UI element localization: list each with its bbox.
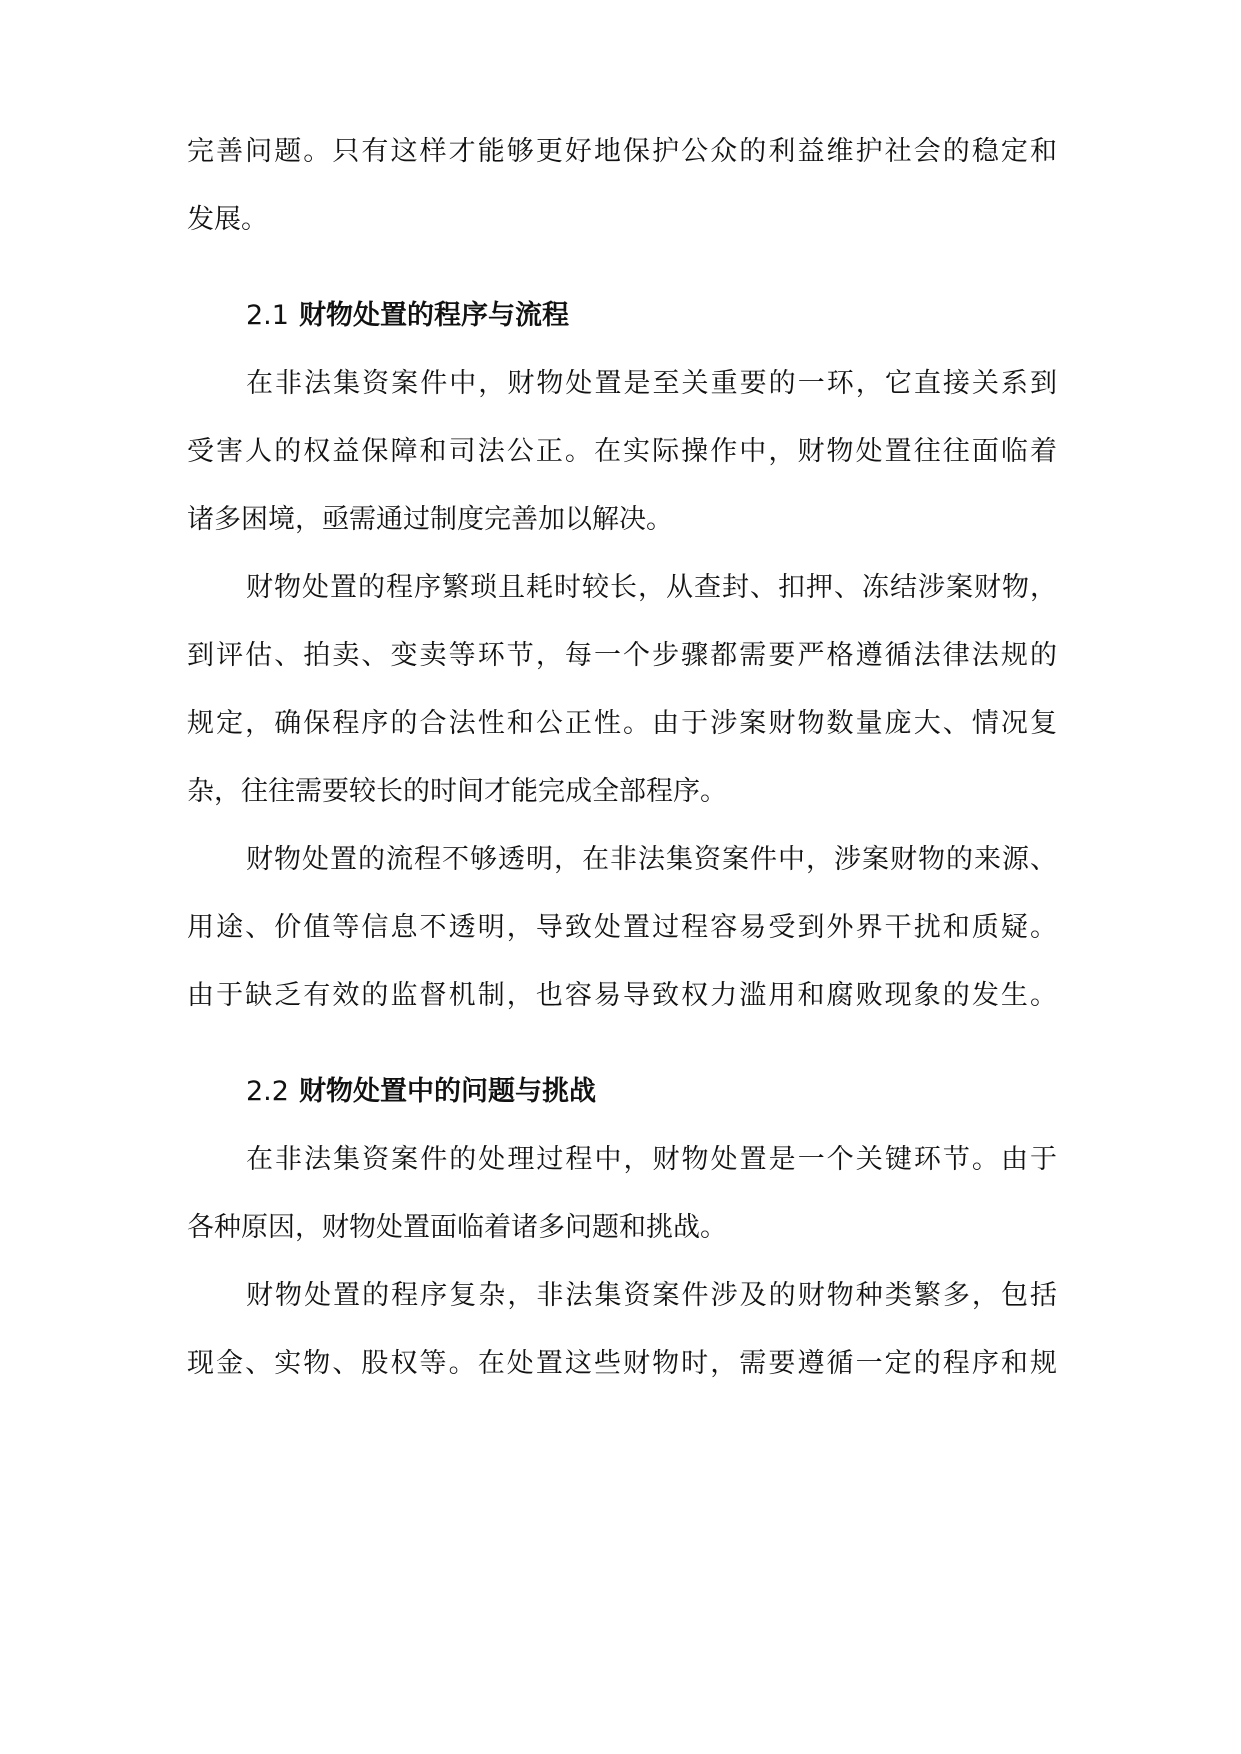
section-title: 财物处置中的问题与挑战	[298, 1076, 596, 1107]
paragraph-line: 在非法集资案件的处理过程中，财物处置是一个关键环节。由于	[246, 1144, 1057, 1175]
section-title: 财物处置的程序与流程	[298, 300, 569, 331]
paragraph-line: 到评估、拍卖、变卖等环节，每一个步骤都需要严格遵循法律法规的	[187, 640, 1057, 671]
paragraph-line: 规定，确保程序的合法性和公正性。由于涉案财物数量庞大、情况复	[187, 708, 1057, 739]
section-number: 2.2	[246, 1076, 289, 1107]
section-heading-2-1	[246, 292, 1057, 340]
paragraph-line: 现金、实物、股权等。在处置这些财物时，需要遵循一定的程序和规	[187, 1348, 1057, 1379]
section-heading-2-2	[246, 1068, 1057, 1116]
paragraph-line: 财物处置的流程不够透明，在非法集资案件中，涉案财物的来源、	[246, 844, 1057, 875]
paragraph-line: 财物处置的程序繁琐且耗时较长，从查封、扣押、冻结涉案财物，	[246, 572, 1057, 603]
paragraph-line: 诸多困境，亟需通过制度完善加以解决。	[187, 504, 673, 535]
paragraph-line: 受害人的权益保障和司法公正。在实际操作中，财物处置往往面临着	[187, 436, 1057, 467]
paragraph-line: 财物处置的程序复杂，非法集资案件涉及的财物种类繁多，包括	[246, 1280, 1057, 1311]
paragraph-line: 完善问题。只有这样才能够更好地保护公众的利益维护社会的稳定和	[187, 136, 1057, 167]
section-number: 2.1	[246, 300, 289, 331]
paragraph-line: 各种原因，财物处置面临着诸多问题和挑战。	[187, 1212, 727, 1243]
paragraph-line: 杂，往往需要较长的时间才能完成全部程序。	[187, 776, 727, 807]
paragraph-line: 发展。	[187, 204, 268, 235]
paragraph-line: 用途、价值等信息不透明，导致处置过程容易受到外界干扰和质疑。	[187, 912, 1057, 943]
paragraph-line: 在非法集资案件中，财物处置是至关重要的一环，它直接关系到	[246, 368, 1057, 399]
paragraph-line: 由于缺乏有效的监督机制，也容易导致权力滥用和腐败现象的发生。	[187, 980, 1057, 1011]
